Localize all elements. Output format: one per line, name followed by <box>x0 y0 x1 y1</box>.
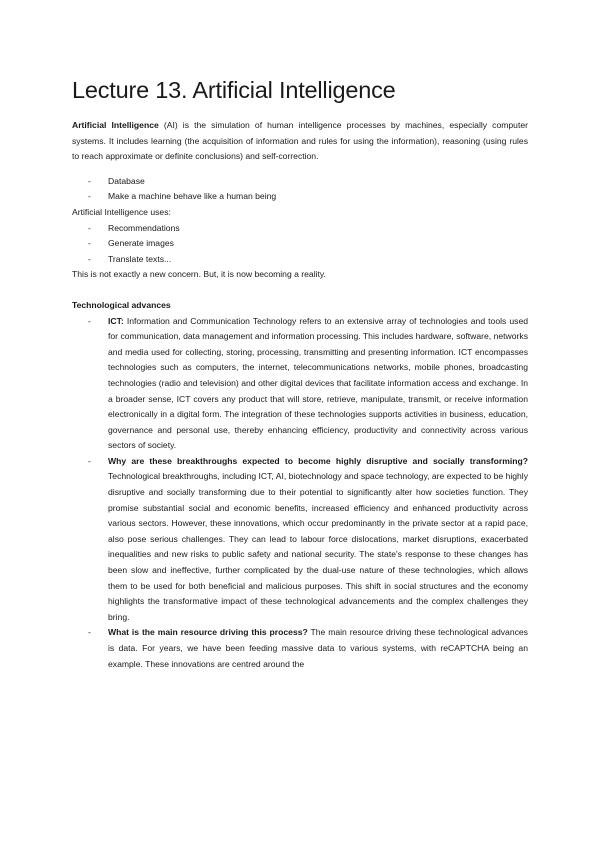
intro-term: Artificial Intelligence <box>72 120 159 130</box>
list-item: - Database <box>72 174 528 190</box>
advance-item <box>72 314 528 454</box>
intro-paragraph <box>72 118 528 165</box>
list-item: - Generate images <box>72 236 528 252</box>
advances-list <box>72 314 528 673</box>
uses-list <box>72 221 528 268</box>
list-item: - Recommendations <box>72 221 528 237</box>
advance-term: Why are these breakthroughs expected to become highly disruptive and socially transforming? <box>108 455 528 466</box>
advance-text: Information and Communication Technology refers to an extensive array of technologies and tools used for communication, data management and information processing. This includes hardware, software, networks and media used for collecting, storing, processing, transmitting and presenting information. ICT encompasses technologies such as computers, the internet, telecommunications networks, mobile phones, broadcasting technologies (radio and television) and other digital devices that facilitate information access and exchange. In a broader sense, ICT covers any product that will store, retrieve, manipulate, transmit, or receive information electronically in a digital form. The integration of these technologies supports activities in business, education, governance and personal use, thereby enhancing efficiency, productivity and connectivity across various sectors of society. <box>108 315 528 451</box>
advance-term: ICT: <box>108 315 124 326</box>
advance-item <box>72 625 528 672</box>
advance-text: The main resource driving these technological advances is data. For years, we have been feeding massive data to various systems, with reCAPTCHA being an example. These innovations are centred around the <box>108 627 528 669</box>
section-title: Technological advances <box>72 299 171 310</box>
advance-term: What is the main resource driving this process? <box>108 627 308 638</box>
uses-heading: Artificial Intelligence uses: <box>72 206 171 217</box>
concern-paragraph: This is not exactly a new concern. But, it is now becoming a reality. <box>72 269 326 280</box>
definition-list <box>72 174 528 205</box>
page-title: Lecture 13. Artificial Intelligence <box>72 77 396 103</box>
advance-item <box>72 454 528 626</box>
list-item: - Translate texts... <box>72 252 528 268</box>
list-item: - Make a machine behave like a human being <box>72 189 528 205</box>
intro-text: (AI) is the simulation of human intelligence processes by machines, especially computer systems. It includes learning (the acquisition of information and rules for using the information), reasoning (using rules to reach approximate or definite conclusions) and self-correction. <box>72 120 528 162</box>
advance-text: Technological breakthroughs, including ICT, AI, biotechnology and space technology, are expected to be highly disruptive and socially transforming due to their potential to significantly alter how societies function. They promise substantial social and economic benefits, increased efficiency and enhanced productivity across various sectors. However, these innovations, which occur predominantly in the private sector at a rapid pace, also pose serious challenges. They can lead to labour force dislocations, market disruptions, exacerbated inequalities and new risks to public safety and national security. The state's response to these changes has been slow and ineffective, further complicated by the dual-use nature of these technologies, which allows them to be used for both beneficial and malicious purposes. This shift in social structures and the economy highlights the transformative impact of these technological advancements and the complex challenges they bring. <box>108 471 528 622</box>
